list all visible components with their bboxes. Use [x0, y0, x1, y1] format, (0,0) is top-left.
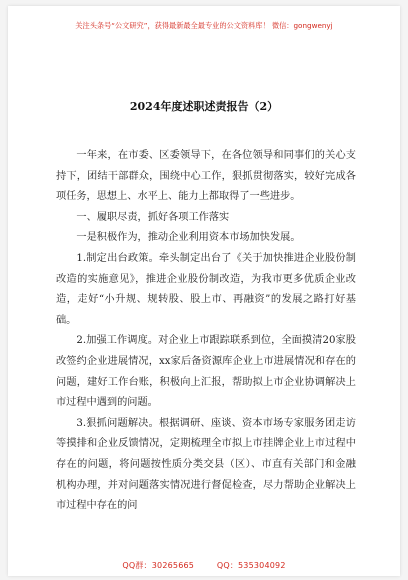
- section-heading: 一、履职尽责，抓好各项工作落实: [76, 211, 230, 223]
- document-page: [8, 6, 400, 576]
- document-body: [56, 146, 356, 517]
- footer-contact: [8, 560, 400, 571]
- paragraph-item-2: 2.加强工作调度。对企业上市跟踪联系到位，全面摸清20家股改签约企业进展情况，xx家后备资源库企业上市进展情况和存在的问题，建好工作台账，积极向上汇报，帮助拟上市企业协调解决上市过程中遇到的问题。: [56, 335, 356, 409]
- footer-qq-group: QQ群：30265665: [122, 561, 195, 570]
- sub-heading: 一是积极作为，推动企业利用资本市场加快发展。: [76, 232, 301, 244]
- paragraph-intro: 一年来，在市委、区委领导下，在各位领导和同事们的关心支持下，团结干部群众，围绕中心工作，狠抓贯彻落实，较好完成各项任务，思想上、水平上、能力上都取得了一些进步。: [56, 150, 356, 203]
- header-notice: 关注头条号“公文研究”，获得最新最全最专业的公文资料库！ 微信：gongwenyj: [75, 21, 333, 30]
- paragraph-item-1: 1.制定出台政策。牵头制定出台了《关于加快推进企业股份制改造的实施意见》，推进企业股份制改造，为我市更多优质企业改造，走好“小升规、规转股、股上市、再融资”的发展之路打好基础。: [56, 252, 356, 326]
- footer-qq: QQ：535304092: [216, 561, 286, 570]
- paragraph-item-3: 3.狠抓问题解决。根据调研、座谈、资本市场专家服务团走访等摸排和企业反馈情况，定期梳理全市拟上市挂牌企业上市过程中存在的问题，将问题按性质分类交县（区）、市直有关部门和金融机构办理，并对问题落实情况进行督促检查，尽力帮助企业解决上市过程中存在的问: [56, 417, 356, 512]
- document-title: 2024年度述职述责报告（2）: [129, 100, 279, 113]
